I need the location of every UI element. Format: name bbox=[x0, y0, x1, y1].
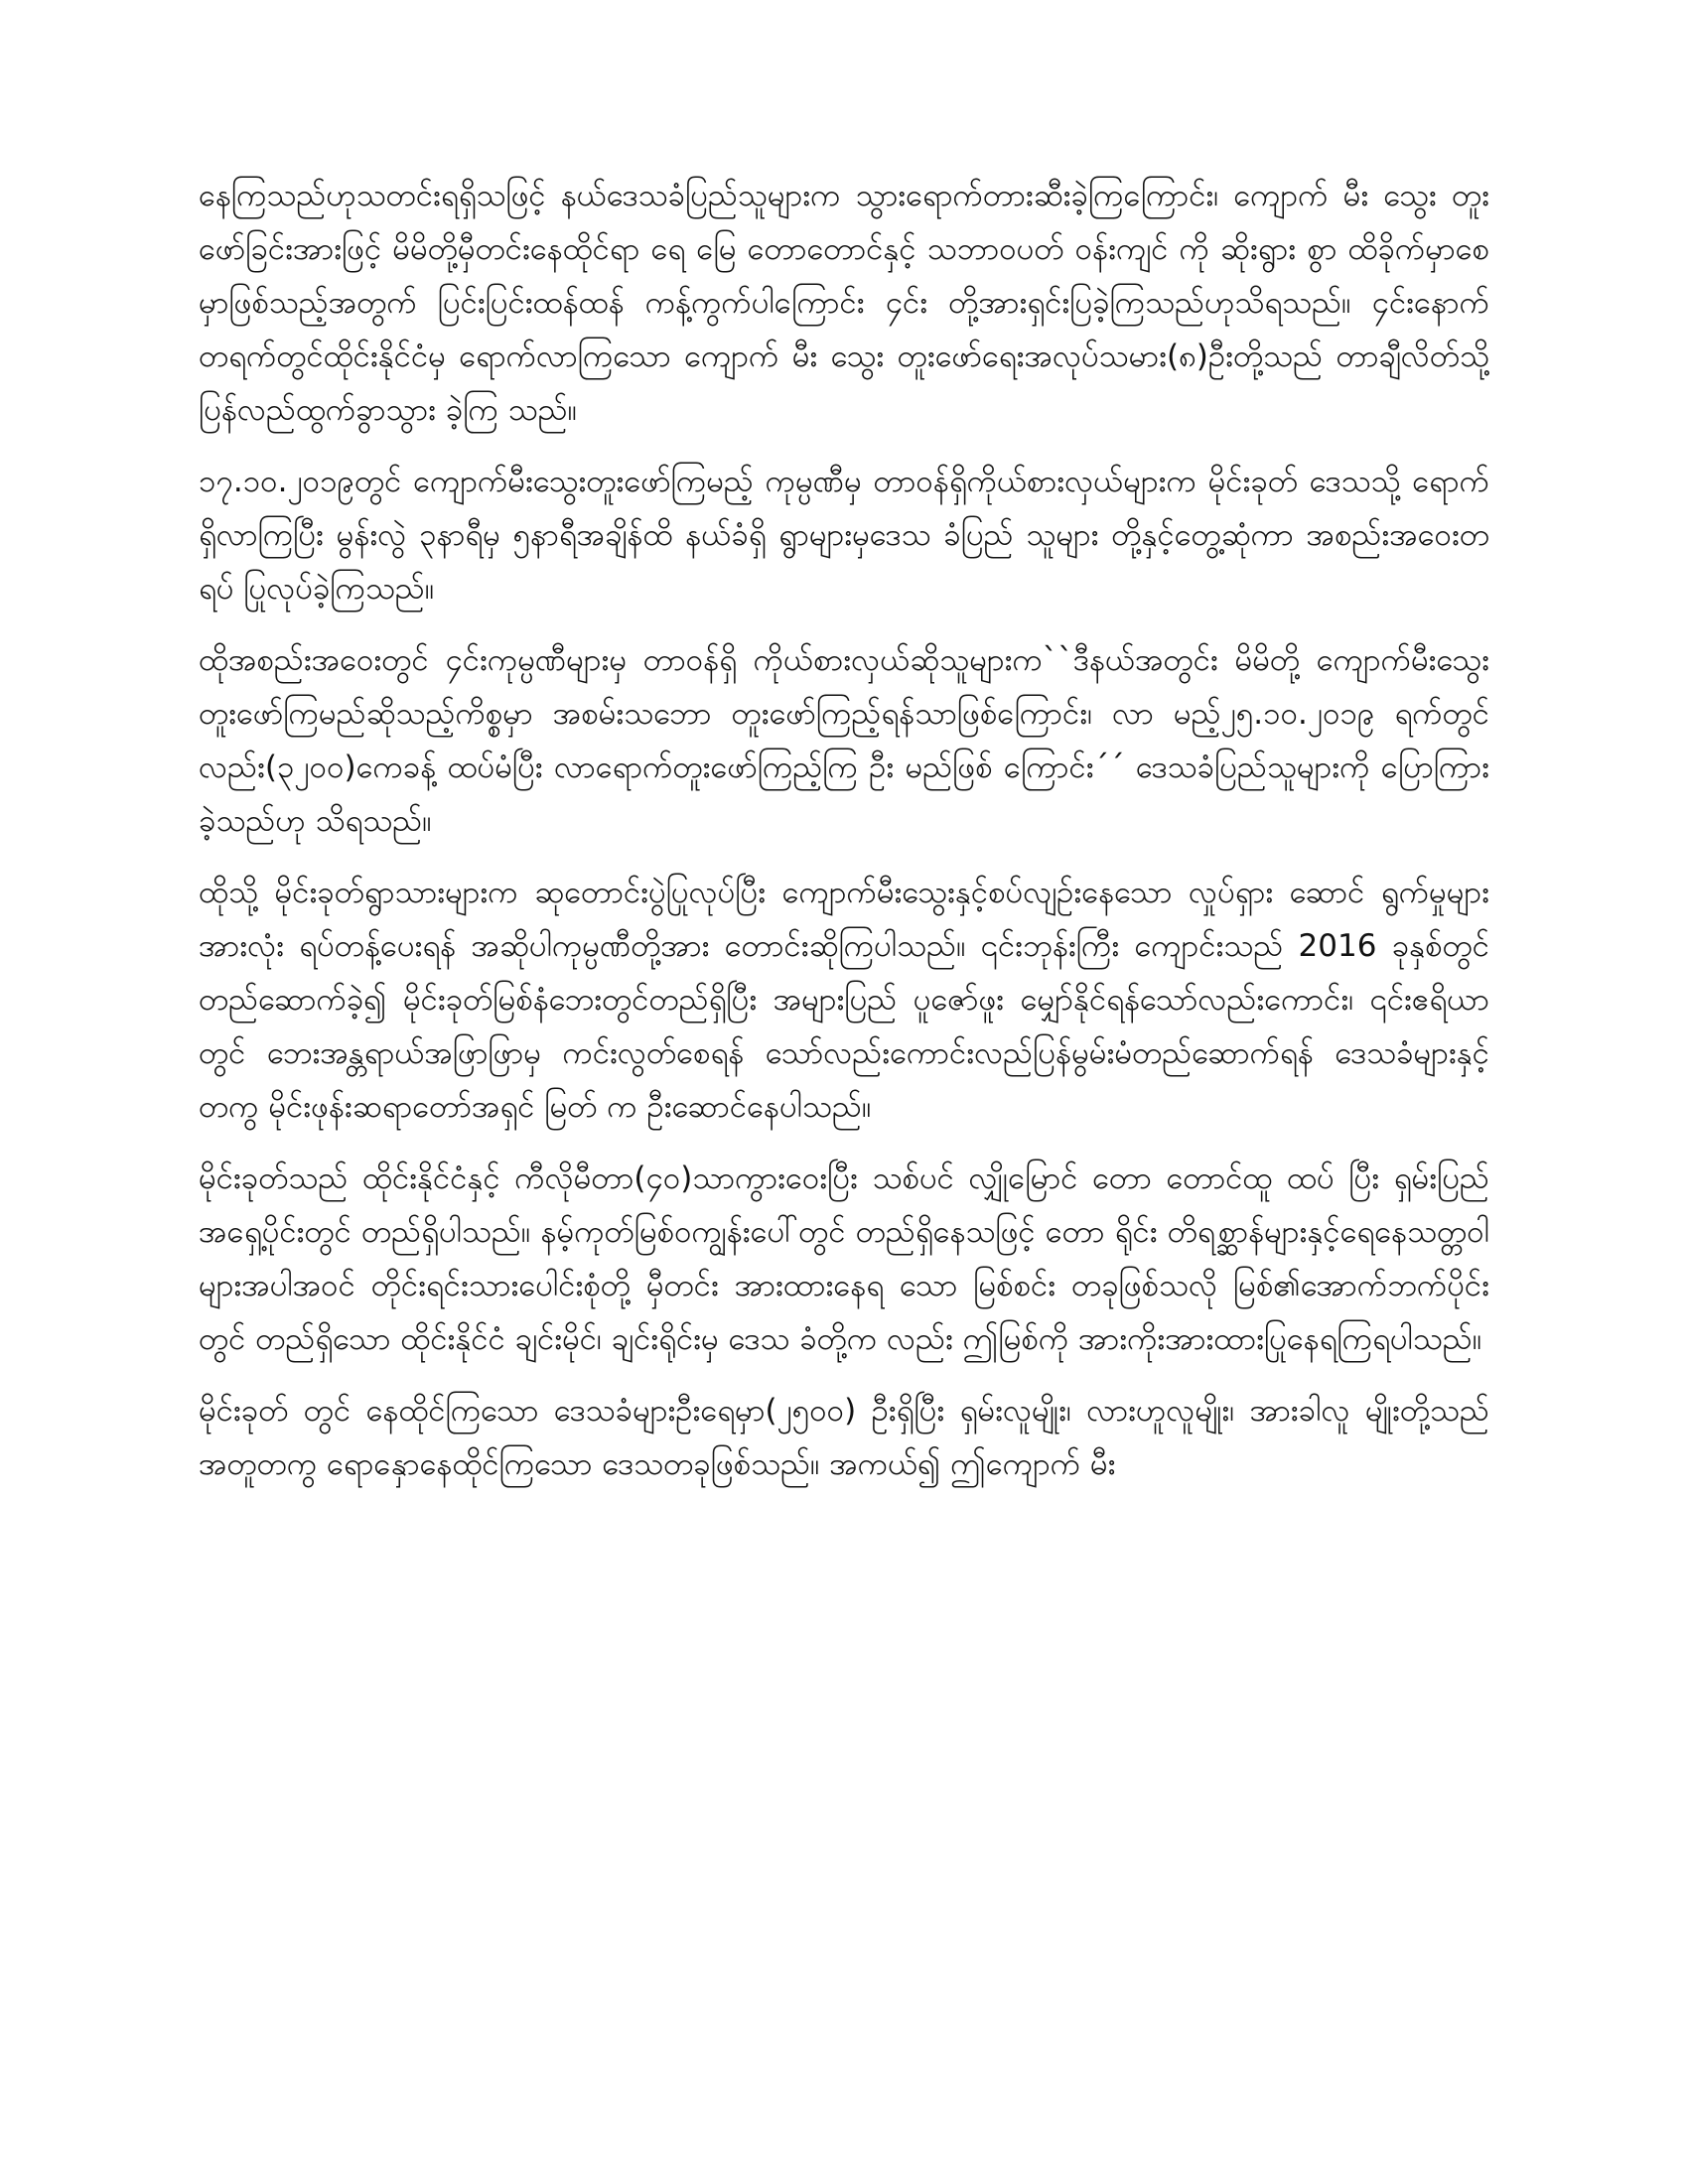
body-text bbox=[199, 169, 1489, 1509]
paragraph-6: မိုင်းခုတ် တွင် နေထိုင်ကြသော ဒေသခံများဦးရေမှာ(၂၅၀၀) ဦးရှိပြီး ရှမ်းလူမျိုး၊ လားဟူလူမျိုး၊ အားခါလူ မျိုးတို့သည် အတူတကွ ရောနှောနေထိုင်ကြသော ဒေသတခုဖြစ်သည်။ အကယ်၍ ဤကျောက် မီး bbox=[199, 1393, 1489, 1482]
paragraph-2: ၁၇.၁၀.၂၀၁၉တွင် ကျောက်မီးသွေးတူးဖော်ကြမည့် ကုမ္ပဏီမှ တာဝန်ရှိကိုယ်စားလှယ်များက မိုင်းခုတ် ဒေသသို့ ရောက်ရှိလာကြပြီး မွန်းလွဲ ၃နာရီမှ ၅နာရီအချိန်ထိ နယ်ခံရှိ ရွာများမှဒေသ ခံပြည် သူများ တို့နှင့်တွေ့ဆုံကာ အစည်းအဝေးတရပ် ပြုလုပ်ခဲ့ကြသည်။ bbox=[199, 464, 1489, 607]
paragraph-5: မိုင်းခုတ်သည် ထိုင်းနိုင်ငံနှင့် ကီလိုမီတာ(၄၀)သာကွားဝေးပြီး သစ်ပင် လျှိုမြောင် တော တောင်ထူ ထပ် ပြီး ရှမ်းပြည်အရှေ့ပိုင်းတွင် တည်ရှိပါသည်။ နမ့်ကုတ်မြစ်ဝကျွန်းပေါ်တွင် တည်ရှိနေသဖြင့် တော ရိုင်း တိရစ္ဆာန်များနှင့်ရေနေသတ္တဝါများအပါအဝင် တိုင်းရင်းသားပေါင်းစုံတို့ မှီတင်း အားထားနေရ သော မြစ်စင်း တခုဖြစ်သလို မြစ်၏အောက်ဘက်ပိုင်းတွင် တည်ရှိသော ထိုင်းနိုင်ငံ ချင်းမိုင်၊ ချင်းရိုင်းမှ ဒေသ ခံတို့က လည်း ဤမြစ်ကို အားကိုးအားထားပြုနေရကြရပါသည်။ bbox=[199, 1160, 1489, 1357]
paragraph-1: နေကြသည်ဟုသတင်းရရှိသဖြင့် နယ်ဒေသခံပြည်သူများက သွားရောက်တားဆီးခဲ့ကြကြောင်း၊ ကျောက် မီး သွေး တူးဖော်ခြင်းအားဖြင့် မိမိတို့မှီတင်းနေထိုင်ရာ ရေ မြေ တောတောင်နှင့် သဘာဝပတ် ဝန်းကျင် ကို ဆိုးရွား စွာ ထိခိုက်မှာစေမှာဖြစ်သည့်အတွက် ပြင်းပြင်းထန်ထန် ကန့်ကွက်ပါကြောင်း ၄င်း တို့အားရှင်းပြခဲ့ကြသည်ဟုသိရသည်။ ၄င်းနောက်တရက်တွင်ထိုင်းနိုင်ငံမှ ရောက်လာကြသော ကျောက် မီး သွေး တူးဖော်ရေးအလုပ်သမား(၈)ဦးတို့သည် တာချီလိတ်သို့ ပြန်လည်ထွက်ခွာသွား ခဲ့ကြ သည်။ bbox=[199, 178, 1489, 428]
paragraph-4: ထိုသို့ မိုင်းခုတ်ရွာသားများက ဆုတောင်းပွဲပြုလုပ်ပြီး ကျောက်မီးသွေးနှင့်စပ်လျဉ်းနေသော လှုပ်ရှား ဆောင် ရွက်မှုများအားလုံး ရပ်တန့်ပေးရန် အဆိုပါကုမ္ပဏီတို့အား တောင်းဆိုကြပါသည်။ ၎င်းဘုန်းကြီး ကျောင်းသည် 2016 ခုနှစ်တွင် တည်ဆောက်ခဲ့၍ မိုင်းခုတ်မြစ်နံဘေးတွင်တည်ရှိပြီး အများပြည် ပူဇော်ဖူး မျှော်နိုင်ရန်သော်လည်းကောင်း၊ ၎င်းဧရိယာတွင် ဘေးအန္တရာယ်အဖြာဖြာမှ ကင်းလွတ်စေရန် သော်လည်းကောင်းလည်ပြန်မွမ်းမံတည်ဆောက်ရန် ဒေသခံများနှင့်တကွ မိုင်းဖုန်းဆရာတော်အရှင် မြတ် က ဦးဆောင်နေပါသည်။ bbox=[199, 875, 1489, 1125]
paragraph-3: ထိုအစည်းအဝေးတွင် ၄င်းကုမ္ပဏီများမှ တာဝန်ရှိ ကိုယ်စားလှယ်ဆိုသူများက``ဒီနယ်အတွင်း မိမိတို့ ကျောက်မီးသွေးတူးဖော်ကြမည်ဆိုသည့်ကိစ္စမှာ အစမ်းသဘော တူးဖော်ကြည့်ရန်သာဖြစ်ကြောင်း၊ လာ မည့်၂၅.၁၀.၂၀၁၉ ရက်တွင်လည်း(၃၂၀၀)ကေခန့် ထပ်မံပြီး လာရောက်တူးဖော်ကြည့်ကြ ဦး မည်ဖြစ် ကြောင်း´´ ဒေသခံပြည်သူများကို ပြောကြားခဲ့သည်ဟု သိရသည်။ bbox=[199, 642, 1489, 839]
